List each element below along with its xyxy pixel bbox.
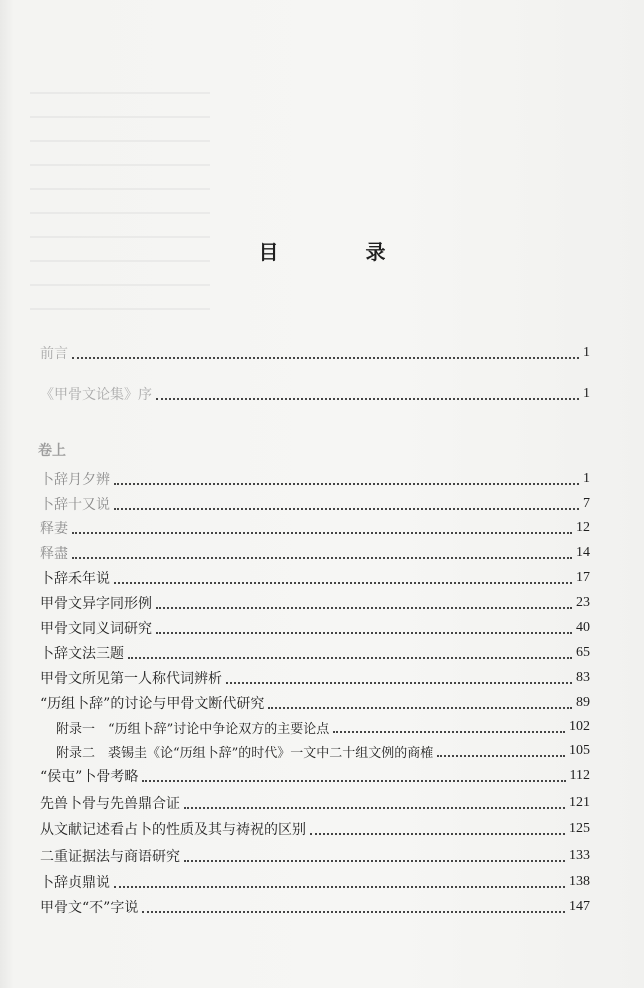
leader-dots [114, 482, 579, 485]
toc-entry-label: 甲骨文同义词研究 [40, 621, 152, 637]
toc-entry[interactable] [40, 765, 590, 787]
toc-entry-label: 卜辞月夕辨 [40, 472, 110, 488]
toc-entry[interactable] [40, 517, 590, 539]
toc-entry-page: 23 [576, 595, 590, 610]
toc-entry-label: 甲骨文“不”字说 [40, 900, 139, 916]
toc-entry-page: 105 [569, 743, 590, 758]
toc-entry-page: 40 [576, 620, 590, 635]
toc-entry[interactable] [40, 617, 590, 639]
toc-entry-label: 前言 [40, 346, 68, 362]
leader-dots [310, 832, 565, 835]
toc-entry-label: 卜辞贞鼎说 [40, 875, 110, 891]
page-title: 目 录 [258, 240, 426, 264]
leader-dots [72, 556, 572, 559]
toc-entry-foreword[interactable] [40, 383, 590, 405]
toc-subentry[interactable] [56, 740, 590, 762]
leader-dots [156, 606, 572, 609]
toc-entry-label: 甲骨文所见第一人称代词辨析 [40, 671, 222, 687]
toc-entry-page: 102 [569, 719, 590, 734]
toc-entry-page: 125 [569, 821, 590, 836]
toc-entry[interactable] [40, 592, 590, 614]
toc-entry-page: 65 [576, 645, 590, 660]
leader-dots [268, 706, 572, 709]
toc-entry-page: 138 [569, 874, 590, 889]
leader-dots [72, 531, 572, 534]
toc-entry[interactable] [40, 818, 590, 840]
toc-entry-page: 89 [576, 695, 590, 710]
toc-entry-label: “侯屯”卜骨考略 [40, 769, 139, 785]
leader-dots [114, 885, 565, 888]
leader-dots [156, 397, 579, 400]
leader-dots [114, 507, 579, 510]
leader-dots [226, 681, 572, 684]
leader-dots [333, 730, 565, 733]
leader-dots [156, 631, 572, 634]
toc-entry-page: 12 [576, 520, 590, 535]
toc-entry[interactable] [40, 567, 590, 589]
toc-entry[interactable] [40, 468, 590, 490]
toc-entry-label: 释盡 [40, 546, 68, 562]
leader-dots [128, 656, 572, 659]
show-through-text [30, 92, 210, 332]
toc-entry-label: 附录一 “历组卜辞”讨论中争论双方的主要论点 [56, 721, 330, 737]
toc-entry-page: 1 [583, 345, 590, 360]
toc-entry-label: 从文献记述看占卜的性质及其与祷祝的区别 [40, 822, 306, 838]
toc-entry-label: 附录二 裘锡圭《论“历组卜辞”的时代》一文中二十组文例的商榷 [56, 745, 434, 761]
toc-entry-label: 卜辞禾年说 [40, 571, 110, 587]
toc-entry-preface[interactable] [40, 342, 590, 364]
toc-entry[interactable] [40, 493, 590, 515]
toc-entry-page: 133 [569, 848, 590, 863]
toc-subentry[interactable] [56, 716, 590, 738]
toc-entry[interactable] [40, 642, 590, 664]
toc-entry-page: 14 [576, 545, 590, 560]
toc-entry-page: 1 [583, 386, 590, 401]
toc-entry-label: 《甲骨文论集》序 [40, 387, 152, 403]
toc-entry[interactable] [40, 692, 590, 714]
toc-entry[interactable] [40, 667, 590, 689]
toc-entry[interactable] [40, 542, 590, 564]
leader-dots [114, 581, 572, 584]
leader-dots [142, 779, 565, 782]
toc-entry-page: 1 [583, 471, 590, 486]
leader-dots [142, 910, 565, 913]
toc-entry-page: 112 [569, 768, 590, 783]
toc-entry[interactable] [40, 871, 590, 893]
toc-entry-page: 147 [569, 899, 590, 914]
toc-entry-label: 甲骨文异字同形例 [40, 596, 152, 612]
toc-entry-page: 17 [576, 570, 590, 585]
toc-entry[interactable] [40, 792, 590, 814]
toc-entry-label: 先兽卜骨与先兽鼎合证 [40, 796, 180, 812]
toc-entry-label: “历组卜辞”的讨论与甲骨文断代研究 [40, 696, 265, 712]
toc-entry-page: 7 [583, 496, 590, 511]
toc-entry[interactable] [40, 845, 590, 867]
section-heading: 卷上 [38, 443, 66, 459]
toc-entry-label: 卜辞文法三题 [40, 646, 124, 662]
toc-entry-page: 83 [576, 670, 590, 685]
leader-dots [72, 356, 579, 359]
leader-dots [437, 754, 565, 757]
leader-dots [184, 859, 565, 862]
toc-entry-label: 二重证据法与商语研究 [40, 849, 180, 865]
toc-entry-label: 释妻 [40, 521, 68, 537]
toc-entry[interactable] [40, 896, 590, 918]
toc-entry-label: 卜辞十又说 [40, 497, 110, 513]
toc-entry-page: 121 [569, 795, 590, 810]
leader-dots [184, 806, 565, 809]
